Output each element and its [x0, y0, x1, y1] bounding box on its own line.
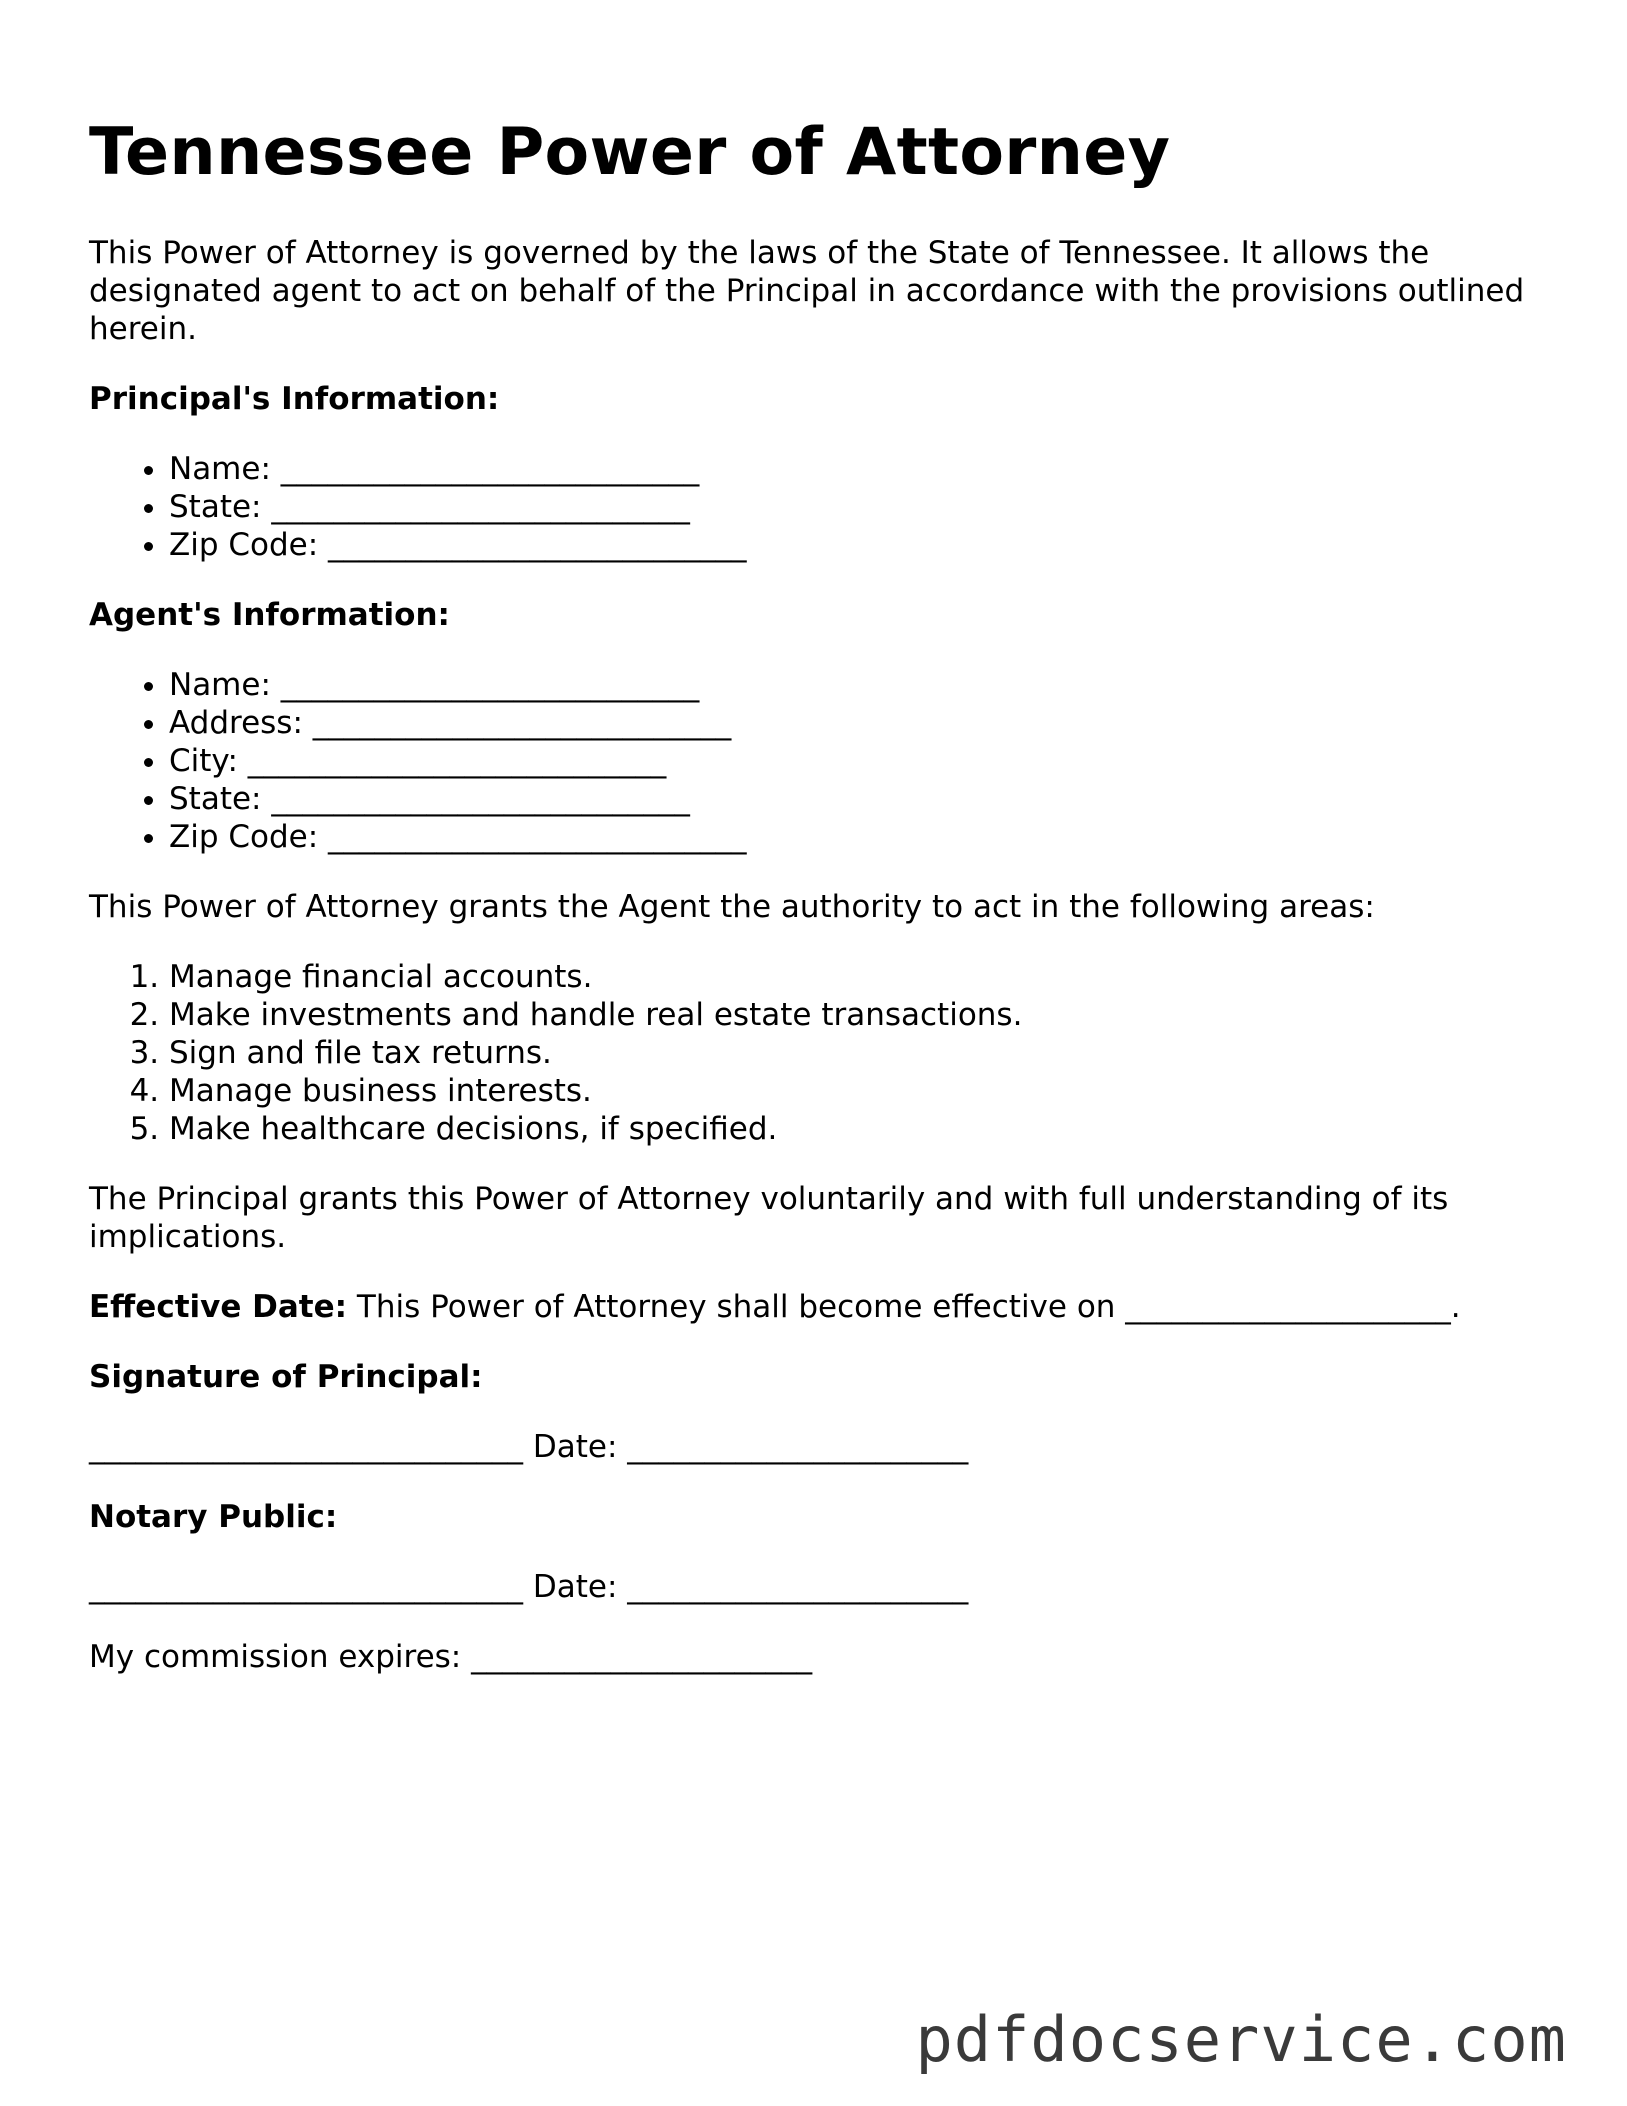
authority-item: 1. Manage financial accounts.: [169, 958, 1549, 996]
intro-paragraph: This Power of Attorney is governed by the laws of the State of Tennessee. It allows the designated agent to act on behalf of the Principal in accordance with the provisions outlined herein.: [89, 235, 1525, 347]
principal-heading: Principal's Information:: [89, 381, 500, 417]
principal-state-field: • State: ___________________________: [169, 488, 1549, 526]
commission-expires-line: My commission expires: ______________________: [89, 1639, 813, 1675]
notary-heading: Notary Public:: [89, 1499, 338, 1535]
authority-item: 5. Make healthcare decisions, if specified.: [169, 1110, 1549, 1148]
authority-item: 2. Make investments and handle real estate transactions.: [169, 996, 1549, 1034]
effective-date-text: This Power of Attorney shall become effective on _____________________.: [347, 1289, 1461, 1325]
authority-item: 3. Sign and file tax returns.: [169, 1034, 1549, 1072]
voluntary-paragraph: The Principal grants this Power of Attorney voluntarily and with full understanding of its implications.: [89, 1181, 1449, 1255]
authority-item: 4. Manage business interests.: [169, 1072, 1549, 1110]
agent-name-field: • Name: ___________________________: [169, 666, 1549, 704]
agent-zip-field: • Zip Code: ___________________________: [169, 818, 1549, 856]
signature-line: ____________________________ Date: ______________________: [89, 1429, 969, 1465]
document-page: [89, 110, 1549, 1708]
principal-zip-field: • Zip Code: ___________________________: [169, 526, 1549, 564]
agent-fields-list: [89, 666, 1549, 856]
agent-city-field: • City: ___________________________: [169, 742, 1549, 780]
authority-intro: This Power of Attorney grants the Agent the authority to act in the following areas:: [89, 889, 1375, 925]
authority-list: [89, 958, 1549, 1148]
agent-address-field: • Address: ___________________________: [169, 704, 1549, 742]
agent-heading: Agent's Information:: [89, 597, 450, 633]
principal-fields-list: [89, 450, 1549, 564]
watermark-text: pdfdocservice.com: [915, 2003, 1567, 2076]
effective-date-label: Effective Date:: [89, 1289, 348, 1325]
agent-state-field: • State: ___________________________: [169, 780, 1549, 818]
principal-name-field: • Name: ___________________________: [169, 450, 1549, 488]
notary-line: ____________________________ Date: ______________________: [89, 1569, 969, 1605]
effective-date-paragraph: [89, 1288, 1549, 1326]
signature-heading: Signature of Principal:: [89, 1359, 483, 1395]
document-title: Tennessee Power of Attorney: [89, 115, 1171, 190]
